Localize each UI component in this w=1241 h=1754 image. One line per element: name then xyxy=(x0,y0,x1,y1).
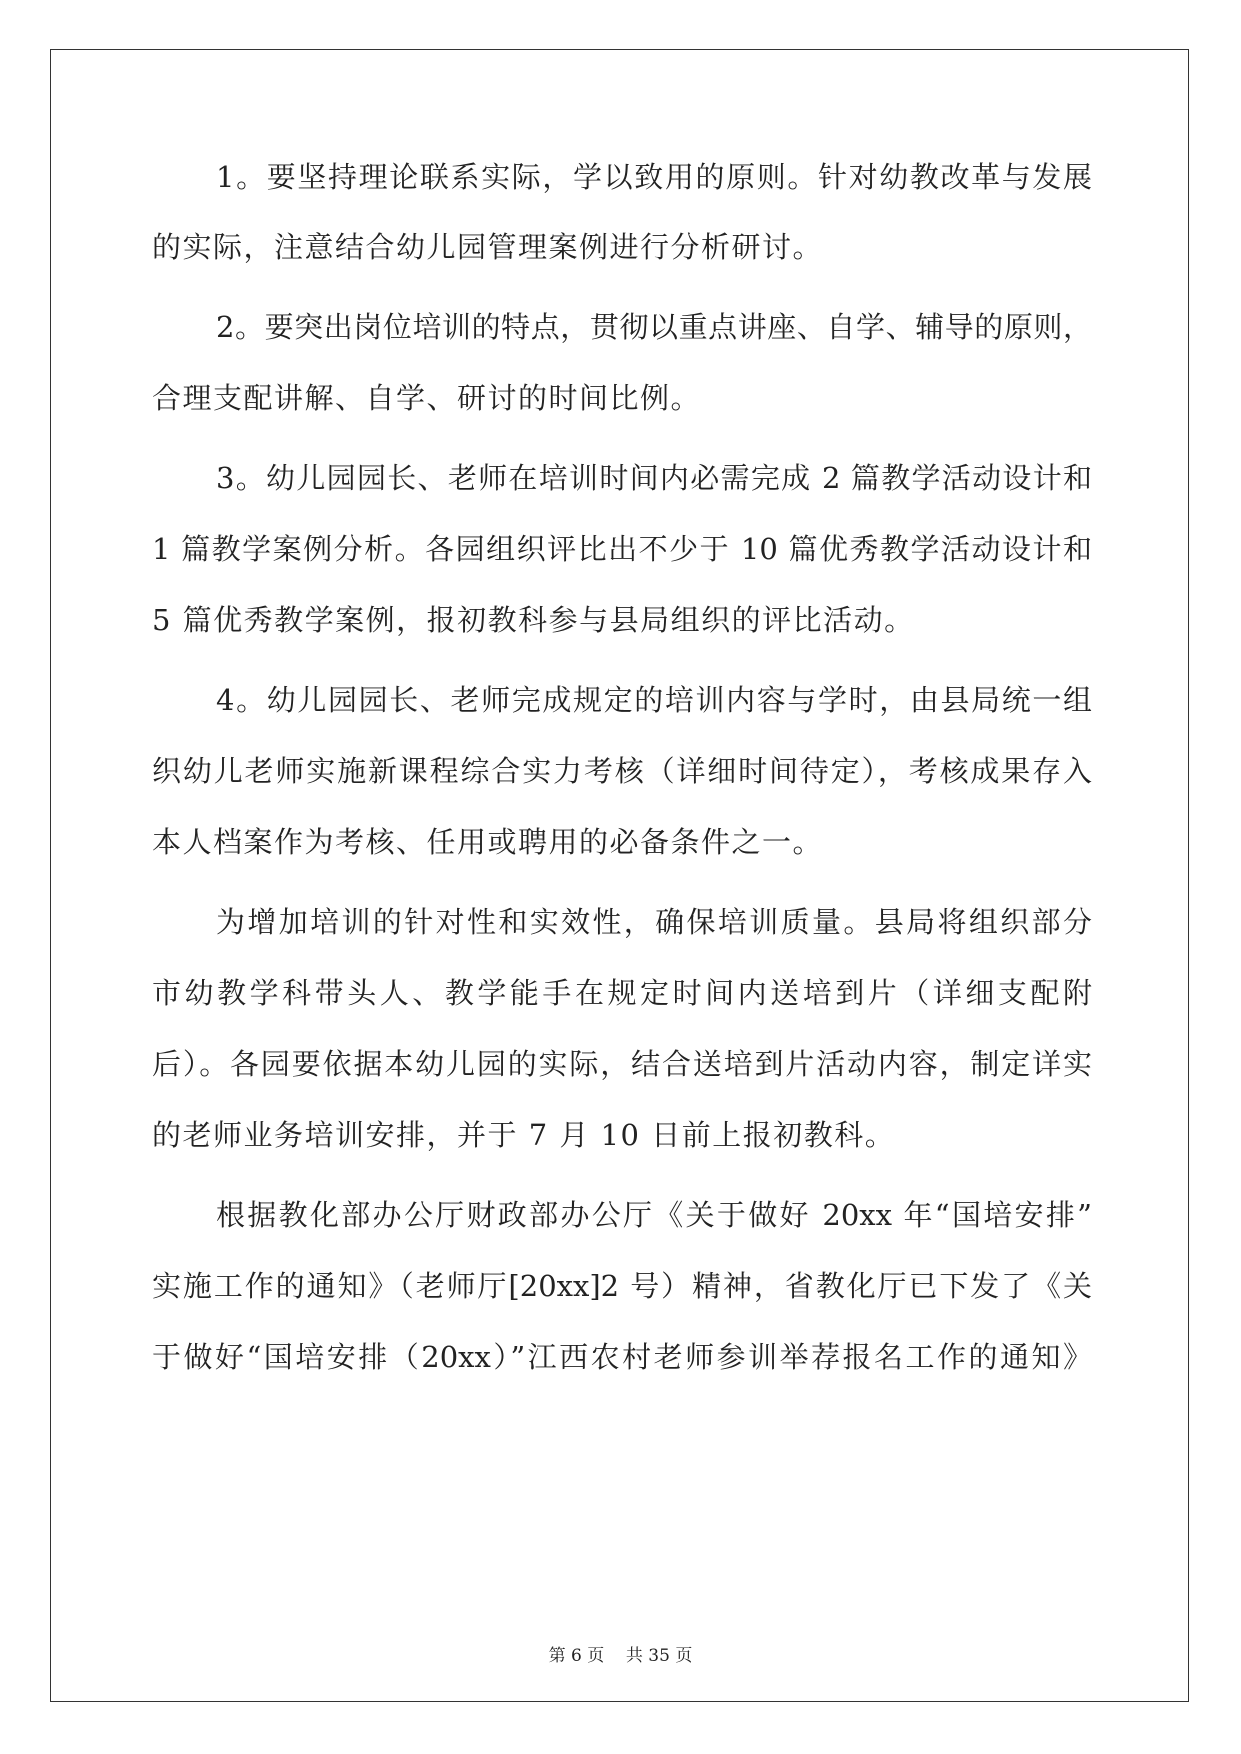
text-line: 3。幼儿园园长、老师在培训时间内必需完成 2 篇教学活动设计和 xyxy=(216,461,1092,495)
text-line: 市幼教学科带头人、教学能手在规定时间内送培到片（详细支配附 xyxy=(152,976,1092,1010)
text-line: 2。要突出岗位培训的特点，贯彻以重点讲座、自学、辅导的原则， xyxy=(216,310,1092,344)
text-line: 于做好“国培安排（20xx）”江西农村老师参训举荐报名工作的通知》 xyxy=(152,1340,1092,1374)
text-line: 1 篇教学案例分析。各园组织评比出不少于 10 篇优秀教学活动设计和 xyxy=(152,532,1092,566)
text-line: 根据教化部办公厅财政部办公厅《关于做好 20xx 年“国培安排” xyxy=(216,1198,1092,1232)
text-line: 合理支配讲解、自学、研讨的时间比例。 xyxy=(152,381,702,415)
text-line: 的老师业务培训安排，并于 7 月 10 日前上报初教科。 xyxy=(152,1118,896,1152)
text-line: 5 篇优秀教学案例，报初教科参与县局组织的评比活动。 xyxy=(152,603,915,637)
text-line: 1。要坚持理论联系实际，学以致用的原则。针对幼教改革与发展 xyxy=(216,160,1092,194)
text-line: 的实际，注意结合幼儿园管理案例进行分析研讨。 xyxy=(152,230,824,264)
text-line: 织幼儿老师实施新课程综合实力考核（详细时间待定），考核成果存入 xyxy=(152,754,1092,788)
page-number: 第 6 页 共 35 页 xyxy=(548,1646,693,1666)
text-line: 实施工作的通知》（老师厅[20xx]2 号）精神，省教化厅已下发了《关 xyxy=(152,1269,1092,1303)
text-line: 为增加培训的针对性和实效性，确保培训质量。县局将组织部分 xyxy=(216,905,1092,939)
text-line: 本人档案作为考核、任用或聘用的必备条件之一。 xyxy=(152,825,824,859)
page-border xyxy=(50,49,1189,1702)
text-line: 4。幼儿园园长、老师完成规定的培训内容与学时，由县局统一组 xyxy=(216,683,1092,717)
text-line: 后）。各园要依据本幼儿园的实际，结合送培到片活动内容，制定详实 xyxy=(152,1047,1092,1081)
